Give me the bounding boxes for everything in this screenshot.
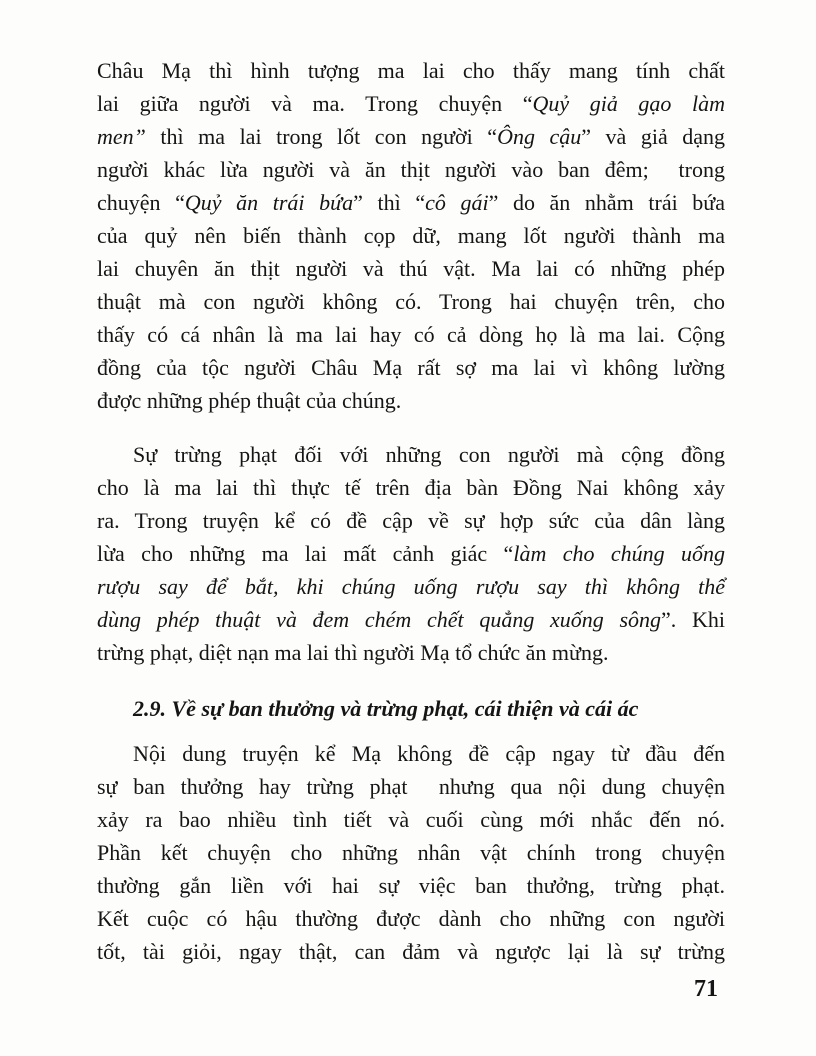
text-segment: xảy ra bao nhiều tình tiết và cuối cùng mới nhắc đến nó. [97, 807, 725, 832]
text-line [97, 318, 725, 351]
text-segment: sự ban thưởng hay trừng phạt nhưng qua nội dung chuyện [97, 774, 725, 799]
paragraph [97, 737, 725, 968]
text-segment: thuật mà con người không có. Trong hai chuyện trên, cho [97, 289, 725, 314]
text-segment: ” và giả dạng [581, 124, 726, 149]
text-line [97, 537, 725, 570]
text-line [97, 504, 725, 537]
text-segment: tốt, tài giỏi, ngay thật, can đảm và ngược lại là sự trừng [97, 939, 725, 964]
text-line [97, 285, 725, 318]
text-segment: Châu Mạ thì hình tượng ma lai cho thấy mang tính chất [97, 58, 725, 83]
text-segment: làm cho chúng uống [513, 541, 725, 566]
text-line [97, 570, 725, 603]
text-line [97, 803, 725, 836]
text-line [97, 219, 725, 252]
text-segment: men” [97, 124, 146, 149]
text-segment: đồng của tộc người Châu Mạ rất sợ ma lai vì không lường [97, 355, 725, 380]
text-segment: Nội dung truyện kể Mạ không đề cập ngay từ đầu đến [133, 741, 725, 766]
text-segment: ” thì “ [353, 190, 426, 215]
text-segment: ” do ăn nhằm trái bứa [488, 190, 725, 215]
text-line [97, 636, 725, 669]
text-line [97, 869, 725, 902]
text-line [97, 737, 725, 770]
text-line [97, 471, 725, 504]
text-line [97, 384, 725, 417]
text-line [97, 351, 725, 384]
text-line [97, 186, 725, 219]
text-segment: Phần kết chuyện cho những nhân vật chính trong chuyện [97, 840, 725, 865]
text-segment: của quỷ nên biến thành cọp dữ, mang lốt người thành ma [97, 223, 725, 248]
text-segment: thì ma lai trong lốt con người “ [145, 124, 498, 149]
text-segment: Kết cuộc có hậu thường được dành cho những con người [97, 906, 725, 931]
text-segment: dùng phép thuật và đem chém chết quẳng xuống sông [97, 607, 662, 632]
text-line [97, 153, 725, 186]
text-segment: thường gắn liền với hai sự việc ban thưởng, trừng phạt. [97, 873, 725, 898]
text-line [97, 120, 725, 153]
text-segment: Sự trừng phạt đối với những con người mà cộng đồng [133, 442, 725, 467]
text-segment: thấy có cá nhân là ma lai hay có cả dòng họ là ma lai. Cộng [97, 322, 725, 347]
text-segment: Ông cậu [497, 124, 582, 149]
text-line [97, 438, 725, 471]
page-text [97, 54, 725, 968]
paragraph [97, 438, 725, 669]
text-segment: được những phép thuật của chúng. [97, 388, 402, 413]
text-line [97, 87, 725, 120]
text-segment: Quỷ giả gạo làm [532, 91, 726, 116]
text-segment: chuyện “ [97, 190, 185, 215]
text-segment: cô gái [425, 190, 489, 215]
text-segment: Quỷ ăn trái bứa [184, 190, 354, 215]
text-segment: lai chuyên ăn thịt người và thú vật. Ma lai có những phép [97, 256, 725, 281]
text-line [97, 603, 725, 636]
text-segment: lai giữa người và ma. Trong chuyện “ [97, 91, 533, 116]
text-line [97, 692, 725, 725]
paragraph [97, 54, 725, 417]
text-segment: ra. Trong truyện kể có đề cập về sự hợp sức của dân làng [97, 508, 725, 533]
text-segment: ”. Khi [661, 607, 726, 632]
text-segment: người khác lừa người và ăn thịt người vào ban đêm; trong [97, 157, 725, 182]
text-line [97, 252, 725, 285]
text-line [97, 902, 725, 935]
text-line [97, 935, 725, 968]
text-line [97, 54, 725, 87]
text-segment: 2.9. Về sự ban thưởng và trừng phạt, cái thiện và cái ác [133, 696, 639, 721]
text-line [97, 770, 725, 803]
text-segment: cho là ma lai thì thực tế trên địa bàn Đồng Nai không xảy [97, 475, 725, 500]
page-number: 71 [694, 976, 718, 1002]
text-segment: rượu say để bắt, khi chúng uống rượu say thì không thể [97, 574, 725, 599]
section-heading [97, 692, 725, 725]
text-segment: trừng phạt, diệt nạn ma lai thì người Mạ tổ chức ăn mừng. [97, 640, 609, 665]
text-line [97, 836, 725, 869]
text-segment: lừa cho những ma lai mất cảnh giác “ [97, 541, 514, 566]
